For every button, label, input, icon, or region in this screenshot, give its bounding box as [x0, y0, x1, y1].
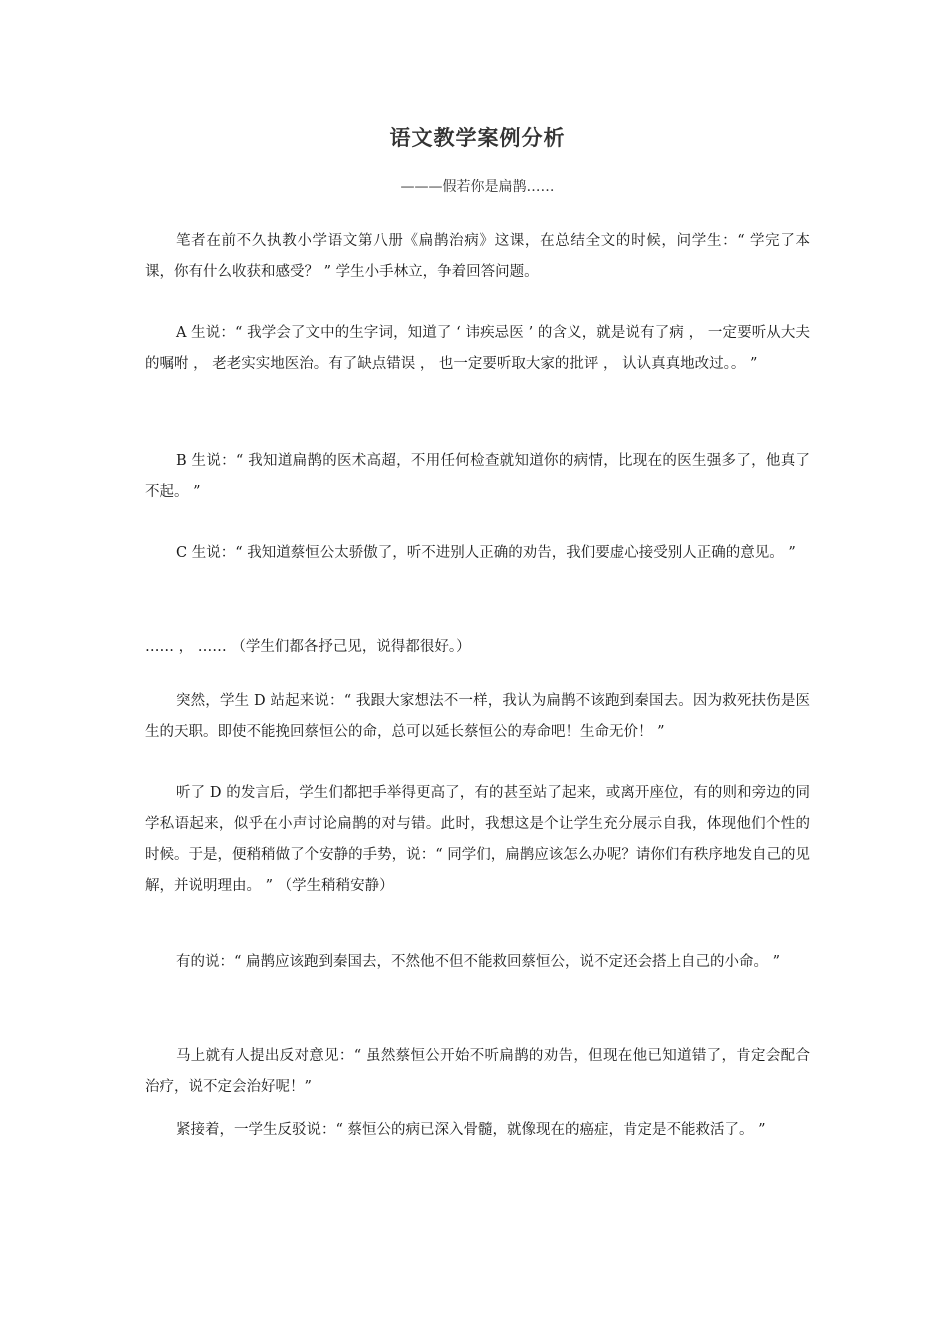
paragraph-student-c: C 生说：“ 我知道蔡恒公太骄傲了，听不进别人正确的劝告，我们要虚心接受别人正确的意见。 ” — [176, 545, 796, 561]
paragraph-student-a: A 生说：“ 我学会了文中的生字词，知道了 ‘ 讳疾忌医 ’ 的含义，就是说有了病 ， 一定要听从大夫的嘱咐 ， 老老实实地医治。有了缺点错误 ， 也一定要听取大家的批评 ， 认认真真地改过。。 ” — [145, 325, 810, 372]
paragraph-discussion: 听了 D 的发言后，学生们都把手举得更高了，有的甚至站了起来，或离开座位，有的则和旁边的同学私语起来，似乎在小声讨论扁鹊的对与错。此时，我想这是个让学生充分展示自我，体现他们个性的时候。于是，便稍稍做了个安静的手势，说：“ 同学们，扁鹊应该怎么办呢？请你们有秩序地发自己的见解，并说明理由。 ” （学生稍稍安静） — [145, 785, 810, 894]
document-title: 语文教学案例分析 — [389, 125, 566, 150]
paragraph-student-d: 突然，学生 D 站起来说：“ 我跟大家想法不一样，我认为扁鹊不该跑到秦国去。因为救死扶伤是医生的天职。即使不能挽回蔡恒公的命，总可以延长蔡恒公的寿命吧！生命无价！ ” — [145, 693, 810, 740]
paragraph-opinion-2: 马上就有人提出反对意见：“ 虽然蔡恒公开始不听扁鹊的劝告，但现在他已知道错了，肯定会配合治疗，说不定会治好呢！” — [145, 1048, 810, 1095]
paragraph-opinion-3: 紧接着，一学生反驳说：“ 蔡恒公的病已深入骨髓，就像现在的癌症，肯定是不能救活了。 ” — [176, 1122, 766, 1138]
paragraph-ellipsis: …… ， …… （学生们都各抒己见，说得都很好。） — [145, 639, 471, 655]
document-subtitle: ———假若你是扁鹊…… — [400, 179, 555, 195]
paragraph-opinion-1: 有的说：“ 扁鹊应该跑到秦国去，不然他不但不能救回蔡恒公，说不定还会搭上自己的小命。 ” — [176, 954, 781, 970]
paragraph-student-b: B 生说：“ 我知道扁鹊的医术高超，不用任何检查就知道你的病情，比现在的医生强多了，他真了不起。 ” — [145, 453, 810, 500]
paragraph-intro: 笔者在前不久执教小学语文第八册《扁鹊治病》这课，在总结全文的时候，问学生：“ 学完了本课，你有什么收获和感受？ ” 学生小手林立，争着回答问题。 — [145, 233, 810, 280]
